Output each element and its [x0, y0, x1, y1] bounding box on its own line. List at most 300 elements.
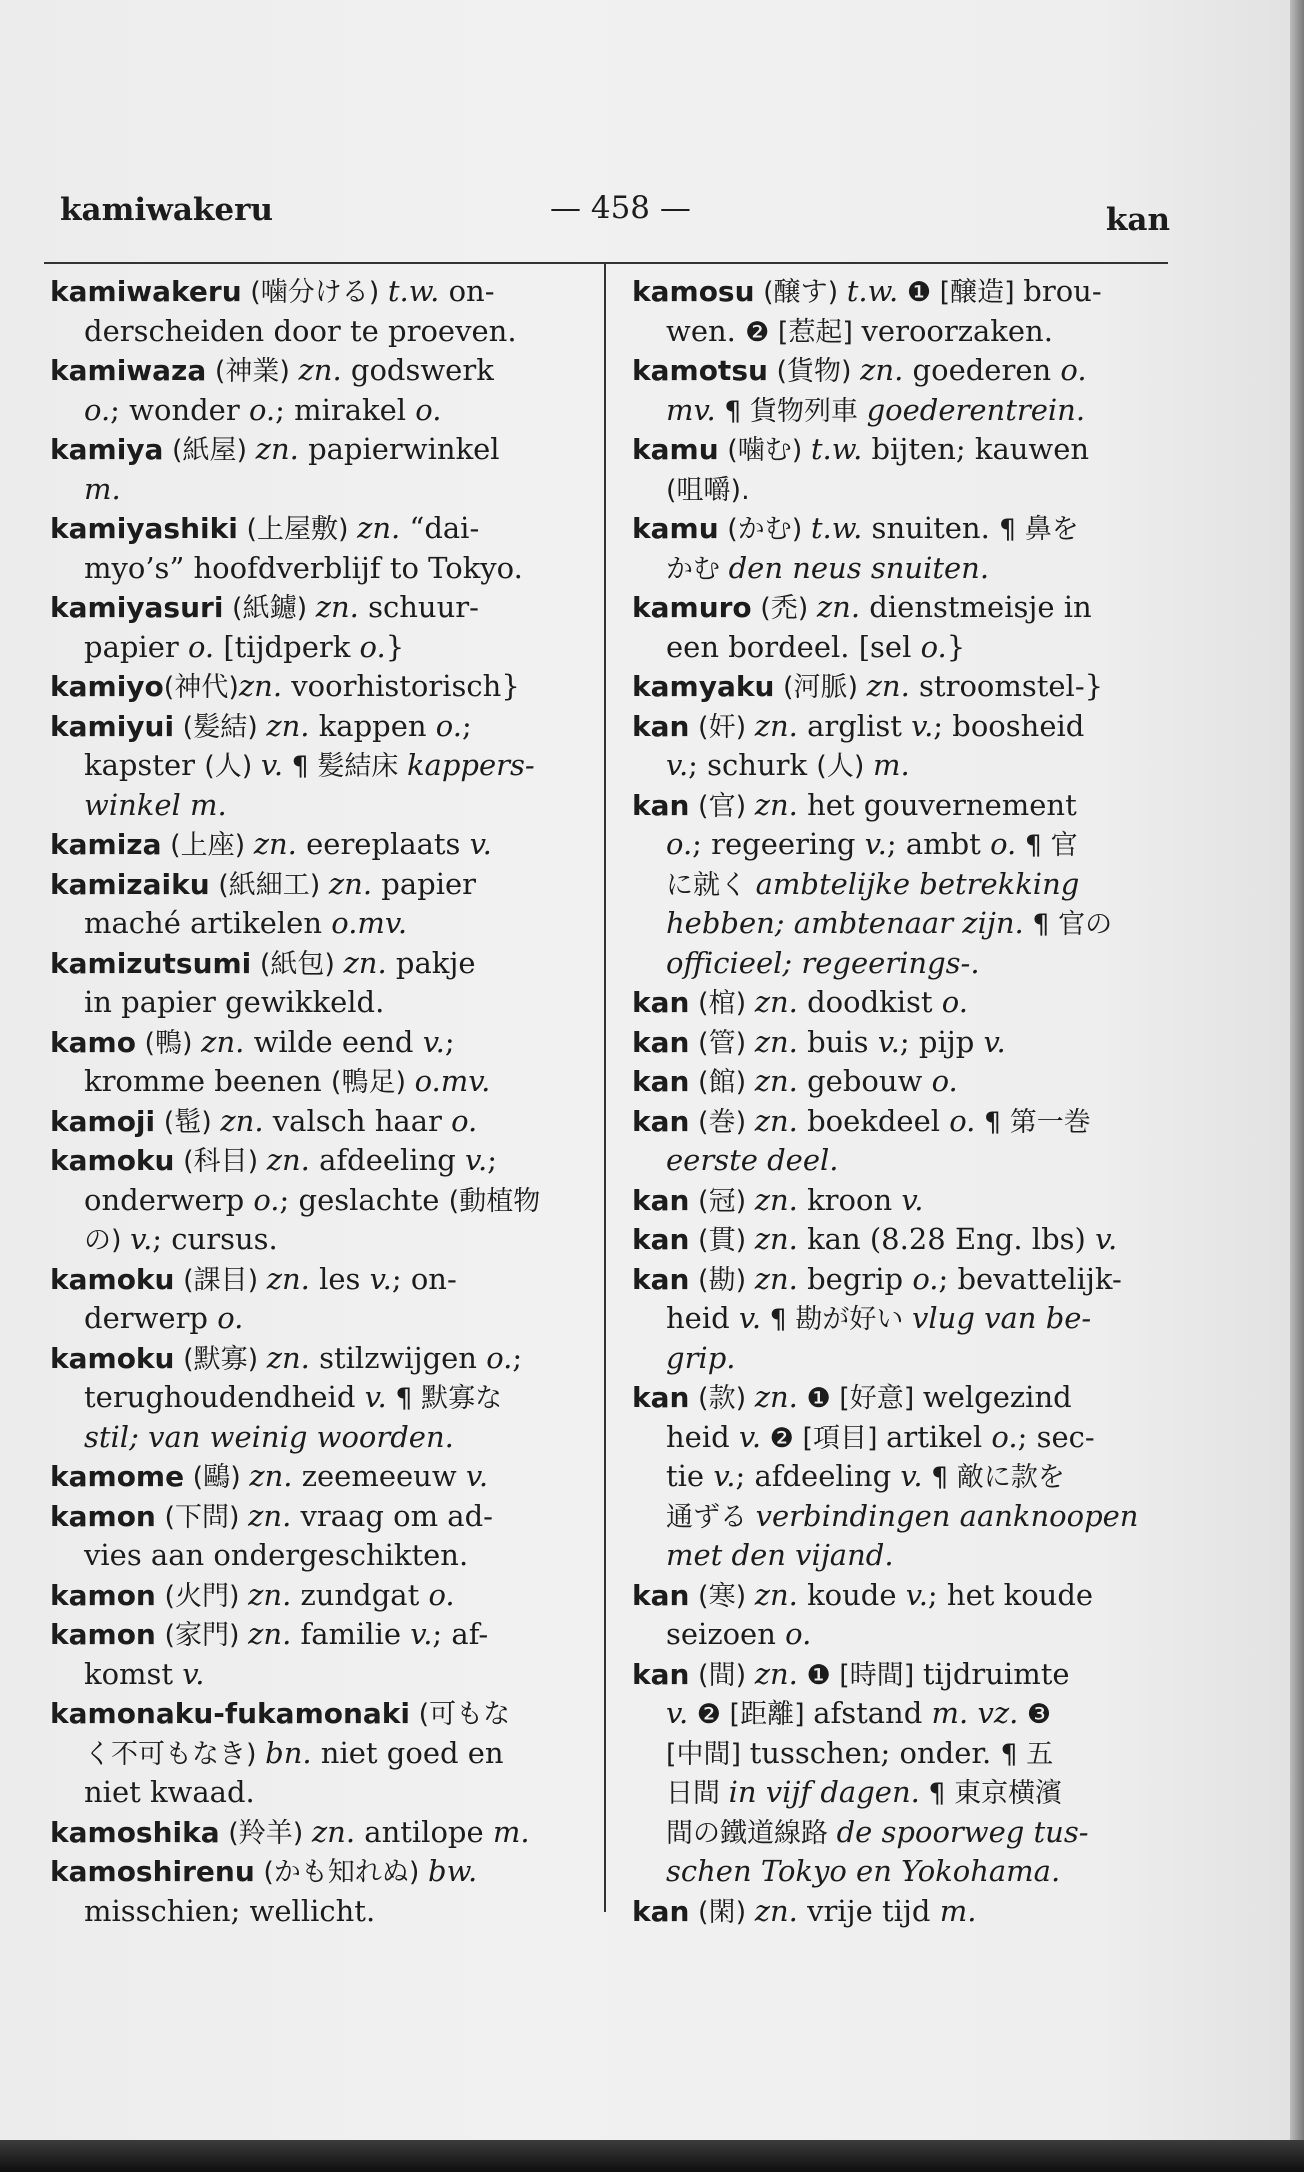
- dictionary-line: [632, 786, 1172, 826]
- japanese-text: (鷗): [184, 1462, 250, 1493]
- japanese-text: 通ずる: [666, 1501, 756, 1533]
- definition-text: ; on-: [391, 1261, 457, 1296]
- dictionary-line: [632, 1655, 1172, 1695]
- japanese-text: (紙包): [251, 948, 344, 980]
- definition-text: tie: [666, 1459, 714, 1493]
- japanese-text: ¶ 五: [1000, 1738, 1054, 1770]
- definition-text: ; af-: [432, 1617, 489, 1651]
- definition-text: o.: [84, 392, 111, 427]
- definition-text: begrip: [797, 1261, 913, 1296]
- japanese-text: ¶ 貨物列車: [715, 395, 867, 427]
- definition-text: o.: [785, 1617, 812, 1651]
- headword: kan: [632, 788, 690, 822]
- definition-text: papier: [372, 866, 476, 901]
- definition-text: winkel m.: [84, 787, 227, 822]
- definition-text: v.: [422, 1024, 445, 1059]
- definition-text: v.: [1095, 1222, 1118, 1256]
- definition-text: zn.: [238, 669, 283, 703]
- header-rule: [44, 262, 1168, 264]
- dictionary-line: [632, 1181, 1172, 1221]
- dictionary-line: [632, 1694, 1172, 1734]
- definition-text: de spoorweg tus-: [836, 1814, 1089, 1849]
- headword: kamiyasuri: [50, 591, 224, 624]
- headword: kamome: [50, 1460, 185, 1493]
- japanese-text: (默寡): [174, 1343, 267, 1375]
- definition-text: zn.: [754, 1656, 798, 1691]
- headword: kamiwaza: [50, 354, 207, 387]
- definition-text: o.: [217, 1301, 244, 1335]
- definition-text: welgezind: [922, 1380, 1072, 1414]
- definition-text: papierwinkel: [298, 432, 500, 466]
- definition-text: antilope: [355, 1814, 493, 1849]
- definition-text: godswerk: [341, 353, 494, 387]
- headword: kan: [632, 1025, 690, 1059]
- headword: kamyaku: [632, 670, 775, 703]
- dictionary-line: [50, 1852, 590, 1892]
- definition-text: ;: [487, 1143, 497, 1177]
- definition-text: ; wonder: [110, 392, 249, 427]
- definition-text: mv.: [666, 392, 716, 427]
- definition-text: kapster: [84, 748, 205, 782]
- headword: kamiyui: [50, 709, 175, 743]
- definition-text: o.: [990, 827, 1017, 861]
- definition-text: zn.: [754, 985, 798, 1019]
- dictionary-line: [632, 470, 1172, 510]
- definition-text: grip.: [666, 1340, 736, 1375]
- dictionary-line: [632, 1615, 1172, 1655]
- dictionary-line: [50, 865, 590, 905]
- definition-text: o.mv.: [414, 1064, 491, 1098]
- definition-text: schuur-: [358, 590, 479, 624]
- definition-text: zn.: [266, 708, 310, 743]
- japanese-text: ¶ 第一巻: [975, 1106, 1091, 1138]
- definition-text: v.: [911, 708, 934, 743]
- headword: kamo: [50, 1025, 136, 1059]
- definition-text: stroomstel-}: [909, 669, 1104, 703]
- dictionary-line: [50, 904, 590, 944]
- definition-text: kromme beenen: [84, 1064, 331, 1098]
- definition-text: ; het koude: [927, 1577, 1094, 1612]
- definition-text: v.: [364, 1380, 387, 1414]
- definition-text: vlug van be-: [912, 1301, 1092, 1335]
- dictionary-line: [632, 628, 1172, 668]
- dictionary-line: [632, 1813, 1172, 1853]
- dictionary-line: [50, 1299, 590, 1339]
- dictionary-line: [632, 1773, 1172, 1813]
- dictionary-line: [50, 1339, 590, 1379]
- definition-text: zn.: [754, 1261, 798, 1296]
- definition-text: v.: [130, 1222, 153, 1256]
- japanese-text: (家門): [155, 1620, 249, 1651]
- headword: kan: [632, 1262, 690, 1296]
- dictionary-line: [50, 509, 590, 549]
- definition-text: o.: [920, 629, 947, 664]
- dictionary-line: [50, 1773, 590, 1813]
- japanese-text: (冠): [689, 1185, 755, 1217]
- japanese-text: ¶ 鼻を: [999, 514, 1079, 545]
- dictionary-line: [632, 865, 1172, 905]
- headword: kamoji: [50, 1104, 156, 1138]
- definition-text: snuiten.: [862, 511, 1000, 545]
- japanese-text: ❶ [好意]: [797, 1383, 923, 1414]
- definition-text: zn.: [266, 1340, 310, 1375]
- headword: kamizutsumi: [50, 946, 252, 980]
- japanese-text: (神業): [206, 356, 299, 387]
- definition-text: dienstmeisje in: [860, 590, 1092, 624]
- headword: kan: [632, 1894, 690, 1928]
- definition-text: o.: [486, 1340, 513, 1375]
- definition-text: niet kwaad.: [84, 1775, 255, 1809]
- definition-text: zundgat: [291, 1577, 429, 1612]
- japanese-text: (咀嚼).: [666, 474, 750, 506]
- definition-text: koude: [797, 1577, 906, 1612]
- dictionary-line: [632, 1734, 1172, 1774]
- dictionary-line: [632, 351, 1172, 391]
- book-edge-bottom: [0, 2140, 1304, 2172]
- headword: kamon: [50, 1618, 156, 1651]
- headword: kan: [632, 986, 690, 1019]
- japanese-text: (巻): [689, 1106, 755, 1138]
- dictionary-line: [50, 1694, 590, 1734]
- japanese-text: 間の鐵道線路: [666, 1817, 837, 1849]
- dictionary-line: [50, 1536, 590, 1576]
- definition-text: zn.: [248, 1617, 292, 1651]
- headword: kamu: [632, 433, 719, 466]
- definition-text: in papier gewikkeld.: [84, 985, 385, 1019]
- definition-text: familie: [291, 1617, 411, 1651]
- definition-text: m. vz.: [931, 1696, 1019, 1730]
- japanese-text: ❷ [距離]: [688, 1699, 814, 1730]
- dictionary-line: [50, 1576, 590, 1616]
- headword: kan: [632, 1183, 690, 1217]
- definition-text: hebben; ambtenaar zijn.: [666, 906, 1024, 940]
- book-edge-right: [1290, 0, 1304, 2172]
- dictionary-line: [632, 944, 1172, 984]
- dictionary-line: [50, 470, 590, 510]
- definition-text: v.: [864, 827, 887, 861]
- definition-text: [tijdperk: [214, 629, 360, 664]
- definition-text: afstand: [813, 1696, 932, 1730]
- dictionary-line: [632, 509, 1172, 549]
- definition-text: wilde eend: [244, 1024, 423, 1059]
- japanese-text: (動植物: [448, 1185, 541, 1217]
- definition-text: v.: [666, 1696, 689, 1730]
- definition-text: zn.: [248, 1577, 292, 1612]
- headword: kamoshika: [50, 1815, 220, 1849]
- headword: kan: [632, 709, 690, 743]
- dictionary-line: [50, 1655, 590, 1695]
- japanese-text: (可もな: [410, 1699, 511, 1730]
- headword: kan: [632, 1223, 690, 1256]
- definition-text: v.: [469, 827, 492, 861]
- dictionary-line: [50, 746, 590, 786]
- dictionary-line: [632, 1536, 1172, 1576]
- japanese-text: (奸): [689, 711, 755, 743]
- japanese-text: 日間: [666, 1778, 729, 1809]
- dictionary-line: [632, 746, 1172, 786]
- header-first-entry: kamiwakeru: [60, 192, 273, 228]
- definition-text: o.: [428, 1577, 455, 1612]
- dictionary-line: [50, 667, 590, 707]
- definition-text: met den vijand.: [666, 1538, 894, 1572]
- headword: kamiza: [50, 828, 162, 861]
- definition-text: een bordeel.: [666, 629, 850, 664]
- column-divider: [604, 262, 606, 1912]
- japanese-text: ❷ [惹起]: [745, 316, 862, 348]
- definition-text: zn.: [315, 590, 359, 624]
- definition-text: v.: [410, 1617, 433, 1651]
- definition-text: zn.: [357, 511, 401, 545]
- definition-text: m.: [872, 748, 910, 782]
- definition-text: [sel: [849, 629, 921, 664]
- definition-text: vies aan ondergeschikten.: [84, 1538, 469, 1572]
- definition-text: zn.: [754, 1380, 798, 1414]
- definition-text: veroorzaken.: [861, 313, 1053, 348]
- definition-text: officieel; regeerings-.: [666, 945, 980, 980]
- headword: kamoku: [50, 1144, 175, 1177]
- dictionary-line: [632, 312, 1172, 352]
- dictionary-line: [50, 707, 590, 747]
- japanese-text: ❸: [1018, 1699, 1052, 1730]
- dictionary-line: [632, 391, 1172, 431]
- definition-text: in vijf dagen.: [728, 1775, 920, 1809]
- definition-text: bn.: [265, 1735, 312, 1770]
- definition-text: onderwerp: [84, 1182, 254, 1217]
- dictionary-line: [50, 944, 590, 984]
- japanese-text: (禿): [751, 593, 817, 624]
- japanese-text: ¶ 默寡な: [386, 1383, 503, 1414]
- definition-text: stil; van weinig woorden.: [84, 1419, 454, 1454]
- definition-text: o.: [666, 827, 693, 861]
- definition-text: o.: [912, 1261, 939, 1296]
- definition-text: gebouw: [797, 1064, 932, 1098]
- japanese-text: (醸す): [754, 277, 847, 308]
- definition-text: verbindingen aanknoopen: [755, 1498, 1139, 1533]
- definition-text: pakje: [386, 945, 476, 980]
- definition-text: o.: [248, 392, 276, 427]
- dictionary-line: [50, 588, 590, 628]
- dictionary-line: [50, 1813, 590, 1853]
- definition-text: v.: [901, 1182, 924, 1217]
- definition-text: v.: [738, 1419, 762, 1454]
- left-column: [50, 272, 590, 1931]
- dictionary-line: [632, 1892, 1172, 1932]
- definition-text: ;: [512, 1340, 523, 1375]
- definition-text: zn.: [298, 353, 342, 387]
- definition-text: zn.: [866, 669, 910, 703]
- headword: kamon: [50, 1578, 156, 1612]
- japanese-text: (人): [816, 751, 873, 782]
- dictionary-line: [632, 1497, 1172, 1537]
- definition-text: ; mirakel: [275, 392, 416, 427]
- dictionary-line: [632, 1299, 1172, 1339]
- japanese-text: (勘): [689, 1264, 755, 1296]
- definition-text: zn.: [754, 1222, 798, 1256]
- headword: kan: [632, 1657, 690, 1691]
- definition-text: kappen: [309, 708, 436, 743]
- definition-text: o.: [253, 1182, 280, 1217]
- definition-text: maché artikelen: [84, 906, 332, 940]
- dictionary-line: [632, 707, 1172, 747]
- dictionary-line: [50, 312, 590, 352]
- definition-text: den neus snuiten.: [728, 550, 990, 585]
- definition-text: zn.: [343, 945, 387, 980]
- dictionary-line: [50, 1457, 590, 1497]
- definition-text: v.: [905, 1577, 928, 1612]
- dictionary-line: [50, 983, 590, 1023]
- definition-text: vraag om ad-: [291, 1498, 493, 1533]
- dictionary-line: [50, 1181, 590, 1221]
- definition-text: zn.: [816, 590, 861, 624]
- japanese-text: (かも知れぬ): [254, 1857, 429, 1888]
- headword: kamiya: [50, 433, 164, 466]
- definition-text: artikel: [886, 1419, 992, 1454]
- definition-text: zn.: [754, 787, 798, 822]
- dictionary-line: [632, 430, 1172, 470]
- definition-text: ; regeering: [692, 827, 865, 861]
- japanese-text: かむ: [666, 553, 729, 585]
- definition-text: vrije tijd: [797, 1893, 940, 1928]
- headword: kamiwakeru: [50, 275, 242, 308]
- japanese-text: (噛む): [718, 435, 811, 466]
- japanese-text: (鴨足): [330, 1067, 415, 1098]
- definition-text: zn.: [328, 866, 373, 901]
- definition-text: zn.: [201, 1024, 245, 1059]
- headword: kamoku: [50, 1262, 175, 1296]
- definition-text: v.: [983, 1024, 1006, 1059]
- dictionary-line: [50, 1220, 590, 1260]
- definition-text: goederen: [903, 353, 1061, 387]
- definition-text: o.: [949, 1103, 976, 1138]
- dictionary-line: [632, 1418, 1172, 1458]
- definition-text: o.: [359, 629, 386, 664]
- japanese-text: (閑): [689, 1896, 755, 1928]
- definition-text: o.: [931, 1064, 958, 1098]
- definition-text: buis: [797, 1024, 878, 1059]
- definition-text: zn.: [754, 1064, 798, 1098]
- definition-text: zn.: [255, 432, 299, 466]
- definition-text: t.w.: [846, 274, 899, 308]
- definition-text: v.: [877, 1024, 900, 1059]
- japanese-text: (貨物): [767, 356, 861, 387]
- definition-text: ;: [444, 1024, 455, 1059]
- definition-text: o.: [187, 629, 215, 664]
- dictionary-line: [50, 1734, 590, 1774]
- definition-text: }: [385, 629, 405, 664]
- definition-text: ; ambt: [886, 827, 991, 861]
- dictionary-line: [632, 1141, 1172, 1181]
- definition-text: zn.: [248, 1498, 292, 1533]
- japanese-text: (羚羊): [219, 1817, 312, 1849]
- definition-text: kan (8.28 Eng. lbs): [797, 1222, 1096, 1256]
- header-last-entry: kan: [1105, 202, 1170, 238]
- definition-text: heid: [666, 1419, 739, 1454]
- definition-text: zn.: [754, 708, 798, 743]
- japanese-text: (棺): [689, 988, 755, 1019]
- japanese-text: (間): [689, 1659, 755, 1691]
- japanese-text: (鴨): [135, 1027, 202, 1059]
- definition-text: les: [309, 1261, 370, 1296]
- definition-text: misschien; wellicht.: [84, 1893, 376, 1928]
- definition-text: eereplaats: [296, 827, 470, 861]
- definition-text: zn.: [266, 1143, 310, 1177]
- definition-text: doodkist: [797, 985, 942, 1019]
- headword: kamu: [632, 512, 719, 545]
- dictionary-line: [50, 1497, 590, 1537]
- definition-text: boekdeel: [797, 1103, 950, 1138]
- definition-text: o.: [1060, 353, 1087, 387]
- definition-text: ; geslachte: [279, 1182, 449, 1217]
- definition-text: komst: [84, 1656, 183, 1691]
- japanese-text: ❶ [醸造]: [898, 277, 1024, 308]
- definition-text: zn.: [754, 1103, 798, 1138]
- dictionary-line: [50, 1418, 590, 1458]
- definition-text: o.: [941, 985, 968, 1019]
- definition-text: seizoen: [666, 1617, 786, 1651]
- definition-text: goederentrein.: [866, 392, 1086, 427]
- definition-text: v.: [369, 1261, 392, 1296]
- japanese-text: ❷ [項目]: [761, 1422, 887, 1454]
- definition-text: bw.: [428, 1854, 478, 1888]
- dictionary-line: [50, 628, 590, 668]
- japanese-text: ¶ 東京横濱: [919, 1778, 1063, 1809]
- dictionary-line: [632, 1220, 1172, 1260]
- right-column: [632, 272, 1172, 1931]
- definition-text: schen Tokyo en Yokohama.: [666, 1854, 1061, 1888]
- japanese-text: (官): [689, 790, 755, 822]
- headword: kamon: [50, 1499, 156, 1533]
- japanese-text: (科目): [174, 1146, 267, 1177]
- definition-text: t.w.: [810, 432, 863, 466]
- definition-text: “dai-: [400, 511, 480, 545]
- page-number: — 458 —: [550, 190, 691, 226]
- headword: kamuro: [632, 591, 752, 624]
- definition-text: v.: [900, 1459, 923, 1493]
- japanese-text: (人): [204, 751, 261, 782]
- definition-text: o.: [451, 1103, 478, 1138]
- dictionary-line: [632, 1102, 1172, 1142]
- japanese-text: (髢): [155, 1106, 221, 1138]
- dictionary-line: [50, 786, 590, 826]
- definition-text: het gouvernement: [797, 787, 1077, 822]
- japanese-text: ❶ [時間]: [797, 1659, 923, 1691]
- japanese-text: (河脈): [774, 672, 867, 703]
- dictionary-line: [632, 983, 1172, 1023]
- japanese-text: (貫): [689, 1225, 755, 1256]
- dictionary-line: [50, 1062, 590, 1102]
- definition-text: v.: [465, 1143, 488, 1177]
- dictionary-line: [50, 1378, 590, 1418]
- definition-text: zn.: [754, 1893, 798, 1928]
- definition-text: }: [946, 629, 966, 664]
- dictionary-line: [632, 1378, 1172, 1418]
- definition-text: zn.: [253, 827, 297, 861]
- definition-text: o.: [435, 708, 462, 743]
- dictionary-line: [50, 1892, 590, 1932]
- definition-text: zn.: [860, 353, 904, 387]
- japanese-text: (下問): [155, 1501, 249, 1533]
- dictionary-line: [632, 1062, 1172, 1102]
- headword: kan: [632, 1065, 690, 1098]
- definition-text: ;: [461, 708, 472, 743]
- dictionary-line: [50, 351, 590, 391]
- headword: kamosu: [632, 275, 755, 308]
- headword: kamiyashiki: [50, 512, 238, 545]
- definition-text: o.mv.: [331, 906, 408, 940]
- japanese-text: (紙細工): [209, 869, 329, 901]
- definition-text: v.: [260, 748, 284, 782]
- dictionary-line: [50, 825, 590, 865]
